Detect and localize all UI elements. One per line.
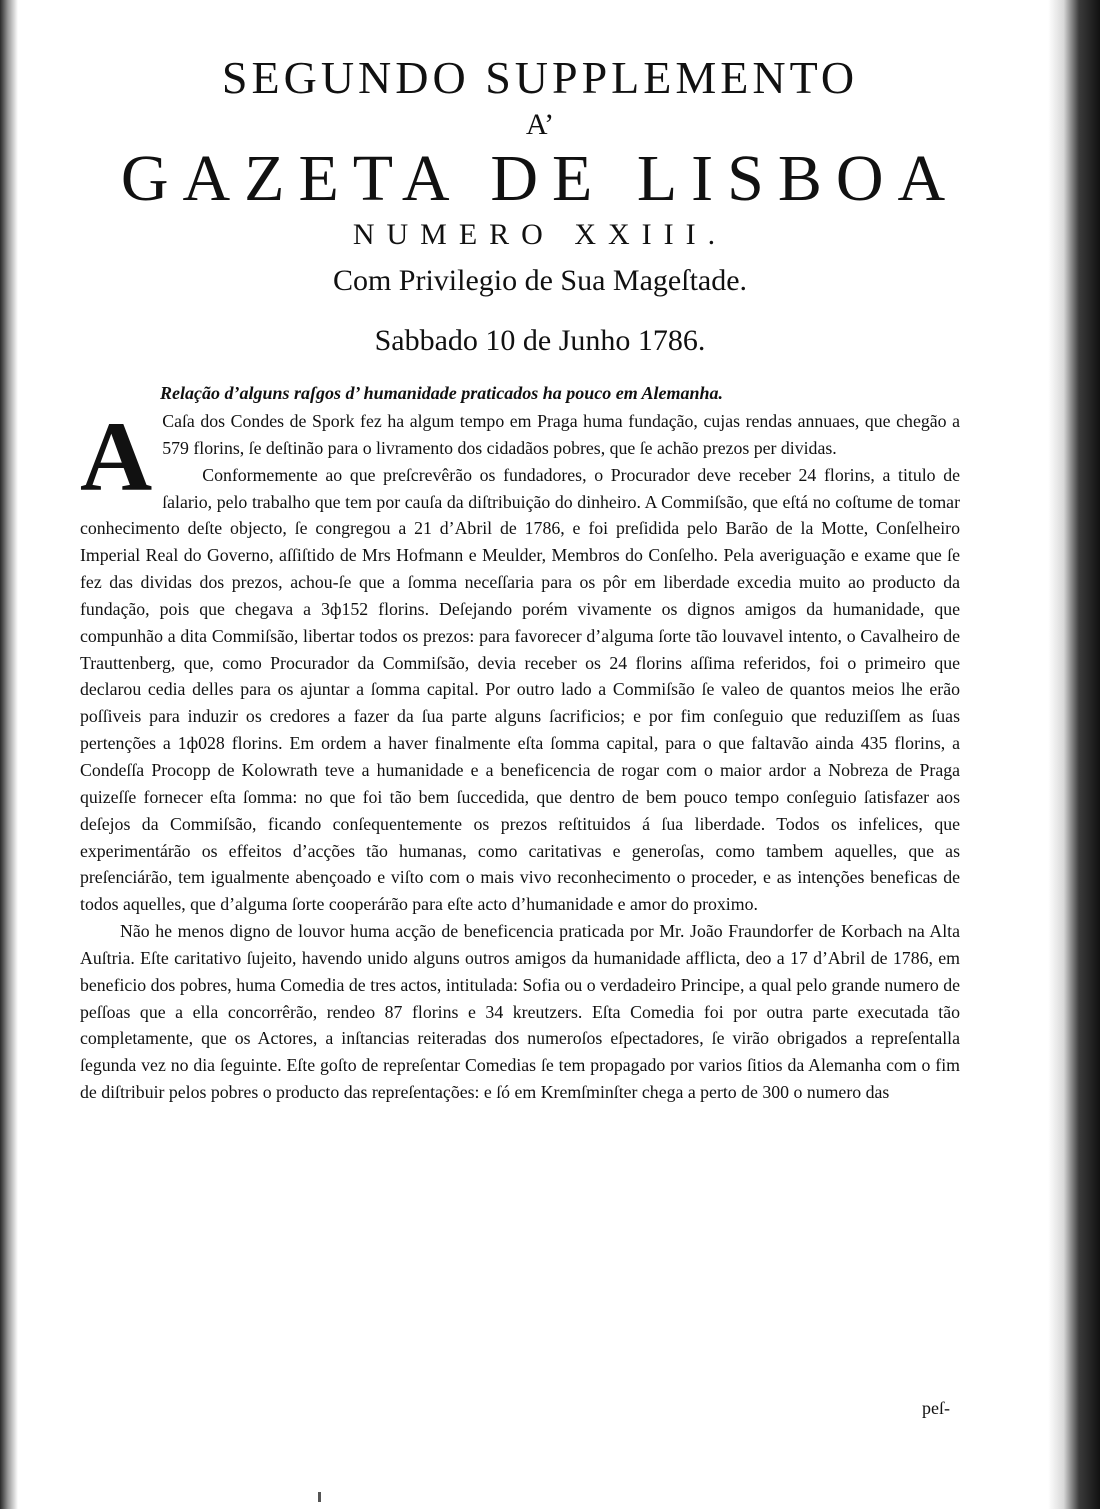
page-left-shadow bbox=[0, 0, 18, 1509]
page-catchword: peſ- bbox=[922, 1398, 950, 1418]
article-title: Relação d’alguns raſgos d’ humanidade praticados ha pouco em Alemanha. bbox=[160, 383, 724, 403]
masthead-preposition: A’ bbox=[525, 108, 555, 141]
article-body bbox=[80, 380, 960, 1106]
masthead-supplement-title: SEGUNDO SUPPLEMENTO bbox=[221, 52, 859, 103]
article-paragraph-3: Não he menos digno de louvor huma acção de beneficencia praticada por Mr. João Fraundorfer de Korbach na Alta Auſtria. Eſte caritativo ſujeito, havendo unido alguns outros amigos da humanidade afflicta, deo a 17 d’Abril de 1786, em beneficio dos pobres, huma Comedia de tres actos, intitulada: Sofia ou o verdadeiro Principe, a qual pelo grande numero de peſſoas que a ella concorrêrão, rendeo 87 florins e 34 kreutzers. Eſta Comedia foi por outra parte executada tão completamente, que os Actores, a inſtancias reiteradas dos numeroſos eſpectadores, ſe virão obrigados a repreſentalla ſegunda vez no dia ſeguinte. Eſte goſto de repreſentar Comedias ſe tem propagado por varios ſitios da Alemanha com o fim de diſtribuir pelos pobres o producto das repreſentações: e ſó em Kremſminſter chega a perto de 300 o numero das bbox=[80, 921, 960, 1103]
article-paragraph-2: Conformemente ao que preſcrevêrão os fundadores, o Procurador deve receber 24 florins, a titulo de ſalario, pelo trabalho que tem por cauſa da diſtribuição do dinheiro. A Commiſsão, que eſtá no coſtume de tomar conhecimento deſte objecto, ſe congregou a 21 d’Abril de 1786, e foi preſidida pelo Barão de la Motte, Conſelheiro Imperial Real do Governo, aſſiſtido de Mrs Hofmann e Meulder, Membros do Conſelho. Pela averiguação e exame que ſe fez das dividas dos prezos, achou-ſe que a ſomma neceſſaria para os pôr em liberdade excedia muito ao producto da fundação, pois que chegava a 3ф152 florins. Deſejando porém vivamente os dignos amigos da humanidade, que compunhão a dita Commiſsão, libertar todos os prezos: para favorecer d’alguma ſorte tão louvavel intento, o Cavalheiro de Trauttenberg, que, como Procurador da Commiſsão, devia receber os 24 florins aſſima referidos, foi o primeiro que declarou cedia delles para os ajuntar a ſomma capital. Por outro lado a Commiſsão ſe valeo de quantos meios lhe erão poſſiveis para induzir os credores a fazer da ſua parte alguns ſacrificios; e por fim conſeguio que reduziſſem as ſuas pertenções a 1ф028 florins. Em ordem a haver finalmente eſta ſomma capital, para o que faltavão ainda 435 florins, a Condeſſa Procopp de Kolowrath teve a humanidade e a beneficencia de rogar com o maior ardor a Nobreza de Praga quizeſſe fornecer eſta ſomma: no que foi tão bem ſuccedida, que dentro de bem pouco tempo conſeguio ſatisfazer aos deſejos da Commiſsão, ficando conſequentemente os prezos reſtituidos á ſua liberdade. Todos os infelices, que experimentárão os effeitos d’acções tão humanas, como caritativas e generoſas, como tambem aquelles, que as preſenciárão, tem igualmente abençoado e viſto com o mais vivo reconhecimento o proceder, e as intenções beneficas de todos aquelles, que d’alguma ſorte cooperárão para eſte acto d’humanidade e amor do proximo. bbox=[80, 464, 960, 915]
masthead-privilege: Com Privilegio de Sua Mageſtade. bbox=[332, 264, 748, 297]
page-right-binding-edge bbox=[1048, 0, 1100, 1509]
masthead-issue-number: NUMERO XXIII. bbox=[352, 218, 728, 251]
drop-cap-letter: A bbox=[80, 401, 153, 512]
masthead-gazette-title: GAZETA DE LISBOA bbox=[120, 142, 960, 215]
masthead-date: Sabbado 10 de Junho 1786. bbox=[374, 324, 706, 357]
ink-smudge bbox=[318, 1492, 321, 1502]
article-paragraph-1: Caſa dos Condes de Spork fez ha algum tempo em Praga huma fundação, cujas rendas annuaes, que chegão a 579 florins, ſe deſtinão para o livramento dos cidadãos pobres, que ſe achão prezos per dividas. bbox=[162, 411, 960, 458]
